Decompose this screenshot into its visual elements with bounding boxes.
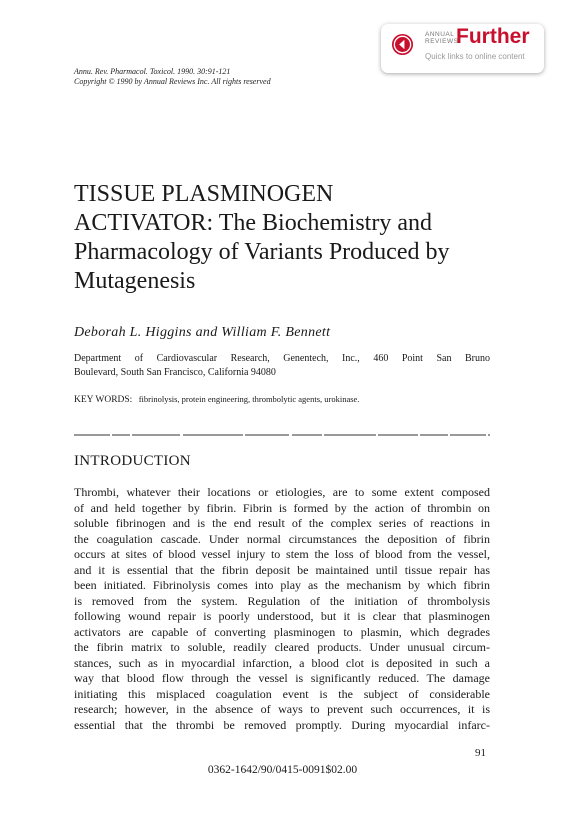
text-line: Thrombi, whatever their locations or etiologies, are to some extent composed (74, 485, 490, 499)
affiliation-line: Boulevard, South San Francisco, California 94080 (74, 367, 276, 378)
badge-reviews-text: REVIEWS (425, 38, 459, 45)
title-line: ACTIVATOR: The Biochemistry and (74, 210, 432, 236)
text-line: the coagulation cascade. Under normal circumstances the deposition of fibrin (74, 531, 490, 546)
title-line: TISSUE PLASMINOGEN (74, 181, 334, 207)
page-number: 91 (475, 747, 486, 759)
back-arrow-icon (391, 33, 414, 56)
keywords (74, 393, 359, 406)
title-line: Pharmacology of Variants Produced by (74, 239, 450, 265)
keywords-list: fibrinolysis, protein engineering, thrombolytic agents, urokinase. (138, 394, 360, 404)
affiliation (74, 352, 490, 380)
text-line: been initiated. Fibrinolysis comes into play as the mechanism by which fibrin (74, 578, 490, 592)
text-line: and it is essential that the fibrin deposit be maintained until tissue repair has (74, 562, 490, 577)
title-line: Mutagenesis (74, 268, 196, 294)
copyright-line: Copyright © 1990 by Annual Reviews Inc. All rights reserved (74, 77, 271, 86)
badge-brand (425, 31, 458, 45)
text-line: initiating this misplaced coagulation event is the subject of considerable (74, 686, 490, 701)
text-line: of and held together by fibrin. Fibrin is formed by the action of thrombin on (74, 500, 490, 515)
text-line: way that blood flow through the vessel is significantly reduced. The damage (74, 671, 490, 685)
text-line: essential that the thrombi be removed promptly. During myocardial infarc- (74, 717, 490, 732)
authors: Deborah L. Higgins and William F. Bennett (74, 325, 331, 340)
section-divider (74, 434, 490, 436)
text-line: following wound repair is poorly understood, but it is clear that plasminogen (74, 609, 490, 623)
article-code: 0362-1642/90/0415-0091$02.00 (207, 764, 358, 776)
text-line: the fibrin matrix to soluble, readily cleared products. Under unusual circum- (74, 640, 490, 654)
text-line: research; however, in the absence of ways to prevent such occurrences, it is (74, 702, 490, 716)
section-heading: INTRODUCTION (74, 453, 191, 469)
text-line: occurs at sites of blood vessel injury to stem the loss of blood from the vessel, (74, 547, 490, 561)
citation-line: Annu. Rev. Pharmacol. Toxicol. 1990. 30:91-121 (74, 67, 231, 76)
body-paragraph (74, 485, 490, 733)
further-badge[interactable] (381, 24, 544, 73)
affiliation-line: Department of Cardiovascular Research, Genentech, Inc., 460 Point San Bruno (74, 353, 490, 364)
badge-further-text: Further (456, 25, 530, 48)
text-line: is removed from the system. Regulation of the initiation of thrombolysis (74, 593, 490, 608)
text-line: stances, such as in myocardial infarction, a blood clot is deposited in such a (74, 655, 490, 670)
badge-annual-text: ANNUAL (425, 31, 455, 38)
text-line: activators are capable of converting plasminogen to plasmin, which degrades (74, 624, 490, 639)
journal-citation (74, 67, 271, 87)
text-line: soluble fibrinogen and is the end result of the complex series of reactions in (74, 516, 490, 530)
badge-subtitle: Quick links to online content (425, 52, 525, 61)
keywords-label: KEY WORDS: (74, 395, 133, 405)
article-title (74, 180, 514, 296)
